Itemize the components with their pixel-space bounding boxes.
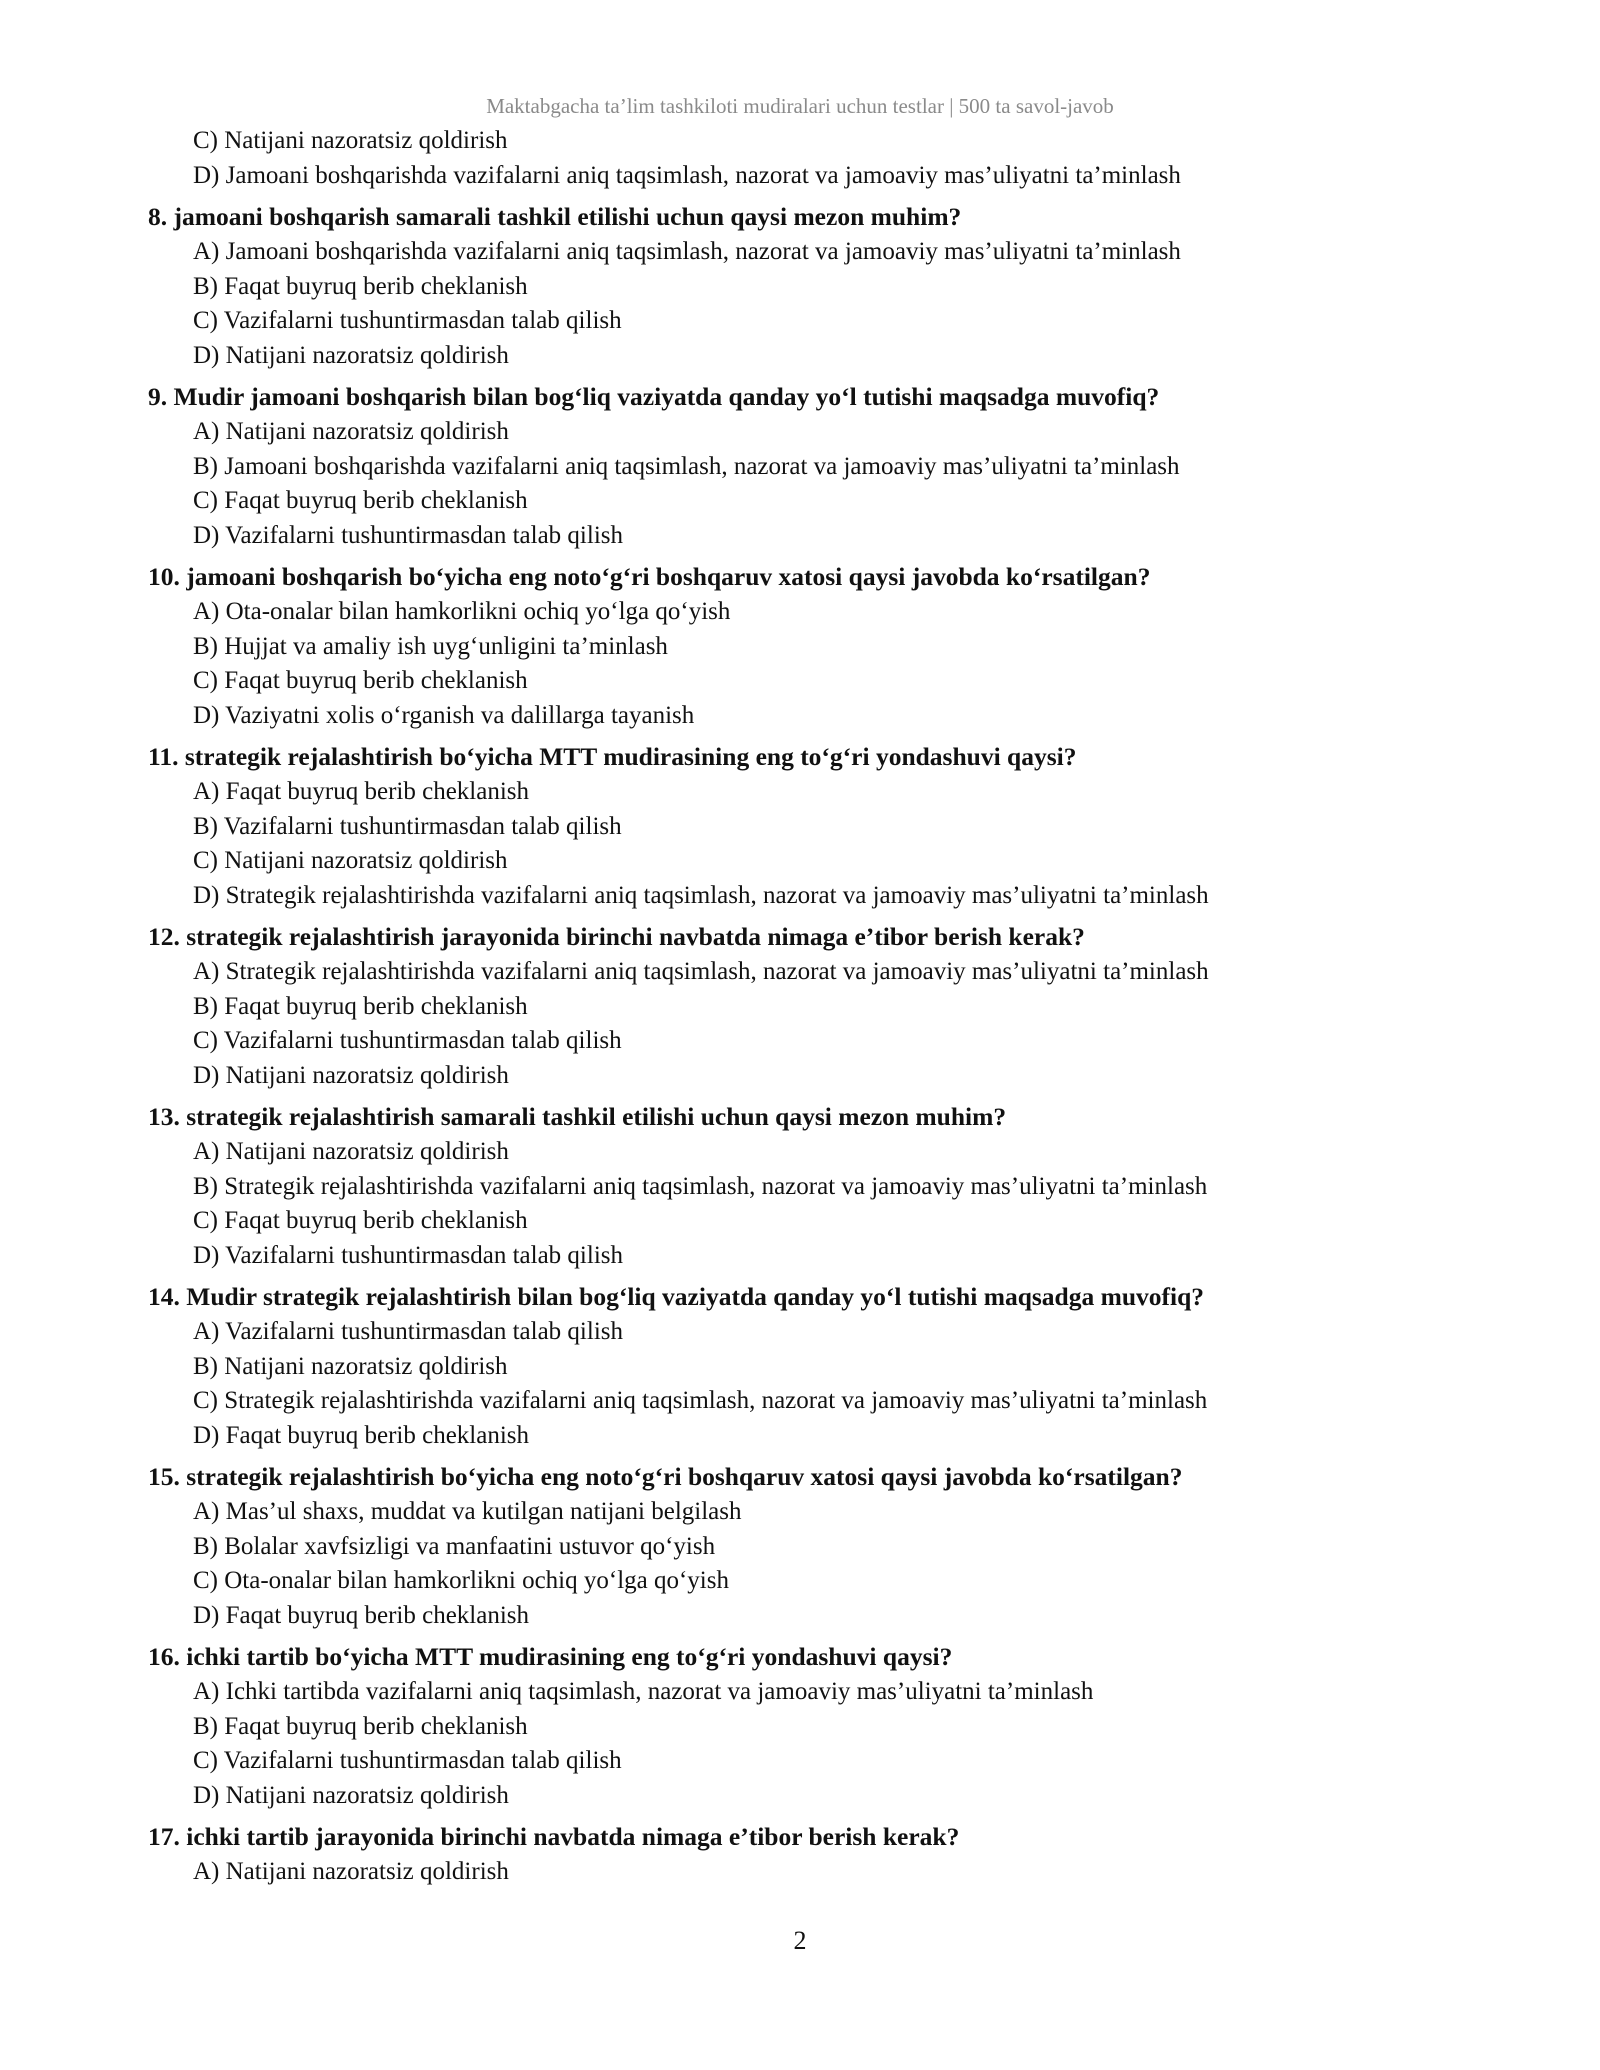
- answer-option: C) Ota-onalar bilan hamkorlikni ochiq yo‘lga qo‘yish: [193, 1567, 729, 1594]
- question-block: [148, 1279, 1468, 1453]
- answer-option: B) Strategik rejalashtirishda vazifalarni aniq taqsimlash, nazorat va jamoaviy mas’uliyatni ta’minlash: [193, 1172, 1208, 1200]
- answer-option: A) Ichki tartibda vazifalarni aniq taqsimlash, nazorat va jamoaviy mas’uliyatni ta’minlash: [193, 1678, 1094, 1705]
- question-text: 14. Mudir strategik rejalashtirish bilan bog‘liq vaziyatda qanday yo‘l tutishi maqsadga muvofiq?: [148, 1282, 1205, 1311]
- answer-option: D) Natijani nazoratsiz qoldirish: [193, 341, 509, 369]
- document-body: [148, 124, 1468, 1890]
- answer-option: D) Vaziyatni xolis o‘rganish va dalillarga tayanish: [193, 701, 695, 729]
- answer-option: A) Natijani nazoratsiz qoldirish: [193, 1138, 509, 1165]
- answer-option: B) Hujjat va amaliy ish uyg‘unligini ta’minlash: [193, 632, 668, 660]
- answer-option: A) Faqat buyruq berib cheklanish: [193, 778, 530, 805]
- answer-option: B) Faqat buyruq berib cheklanish: [193, 992, 528, 1020]
- answer-option: B) Faqat buyruq berib cheklanish: [193, 272, 528, 300]
- answer-option: B) Bolalar xavfsizligi va manfaatini ustuvor qo‘yish: [193, 1532, 716, 1560]
- answer-option: D) Faqat buyruq berib cheklanish: [193, 1421, 530, 1449]
- answer-option: A) Mas’ul shaxs, muddat va kutilgan natijani belgilash: [193, 1498, 742, 1525]
- answer-option: C) Faqat buyruq berib cheklanish: [193, 1207, 528, 1234]
- answer-option: D) Natijani nazoratsiz qoldirish: [193, 1781, 509, 1809]
- question-block: [148, 1819, 1468, 1890]
- answer-option: A) Jamoani boshqarishda vazifalarni aniq taqsimlash, nazorat va jamoaviy mas’uliyatni ta’minlash: [193, 238, 1181, 265]
- answer-option: B) Jamoani boshqarishda vazifalarni aniq taqsimlash, nazorat va jamoaviy mas’uliyatni ta’minlash: [193, 452, 1180, 480]
- answer-option: D) Strategik rejalashtirishda vazifalarni aniq taqsimlash, nazorat va jamoaviy mas’uliyatni ta’minlash: [193, 881, 1209, 909]
- answer-option: C) Vazifalarni tushuntirmasdan talab qilish: [193, 1027, 622, 1054]
- answer-option: A) Vazifalarni tushuntirmasdan talab qilish: [193, 1318, 623, 1345]
- question-text: 17. ichki tartib jarayonida birinchi navbatda nimaga e’tibor berish kerak?: [148, 1822, 960, 1851]
- question-text: 15. strategik rejalashtirish bo‘yicha eng noto‘g‘ri boshqaruv xatosi qaysi javobda ko‘rsatilgan?: [148, 1462, 1183, 1491]
- question-block: [148, 379, 1468, 553]
- question-list: [148, 199, 1468, 1890]
- question-block: [148, 1099, 1468, 1273]
- page-number: 2: [793, 1926, 807, 1955]
- question-text: 9. Mudir jamoani boshqarish bilan bog‘liq vaziyatda qanday yo‘l tutishi maqsadga muvofiq?: [148, 382, 1160, 411]
- answer-option: B) Faqat buyruq berib cheklanish: [193, 1712, 528, 1740]
- question-block: [148, 1639, 1468, 1813]
- answer-option: C) Faqat buyruq berib cheklanish: [193, 667, 528, 694]
- question-text: 16. ichki tartib bo‘yicha MTT mudirasining eng to‘g‘ri yondashuvi qaysi?: [148, 1642, 953, 1671]
- answer-option: C) Natijani nazoratsiz qoldirish: [193, 127, 508, 154]
- answer-option: B) Natijani nazoratsiz qoldirish: [193, 1352, 508, 1380]
- answer-option: A) Natijani nazoratsiz qoldirish: [193, 418, 509, 445]
- answer-option: C) Faqat buyruq berib cheklanish: [193, 487, 528, 514]
- answer-option: C) Vazifalarni tushuntirmasdan talab qilish: [193, 307, 622, 334]
- answer-option: D) Vazifalarni tushuntirmasdan talab qilish: [193, 1241, 623, 1269]
- answer-option: A) Strategik rejalashtirishda vazifalarni aniq taqsimlash, nazorat va jamoaviy mas’uliyatni ta’minlash: [193, 958, 1209, 985]
- question-text: 12. strategik rejalashtirish jarayonida birinchi navbatda nimaga e’tibor berish kerak?: [148, 922, 1085, 951]
- answer-option: C) Natijani nazoratsiz qoldirish: [193, 847, 508, 874]
- answer-option: B) Vazifalarni tushuntirmasdan talab qilish: [193, 812, 622, 840]
- question-text: 11. strategik rejalashtirish bo‘yicha MTT mudirasining eng to‘g‘ri yondashuvi qaysi?: [148, 742, 1077, 771]
- question-block: [148, 199, 1468, 373]
- answer-option: A) Ota-onalar bilan hamkorlikni ochiq yo‘lga qo‘yish: [193, 598, 731, 625]
- answer-option: D) Jamoani boshqarishda vazifalarni aniq taqsimlash, nazorat va jamoaviy mas’uliyatni ta’minlash: [193, 161, 1181, 189]
- answer-option: A) Natijani nazoratsiz qoldirish: [193, 1858, 509, 1885]
- question-block: [148, 739, 1468, 913]
- answer-option: D) Natijani nazoratsiz qoldirish: [193, 1061, 509, 1089]
- answer-option: C) Vazifalarni tushuntirmasdan talab qilish: [193, 1747, 622, 1774]
- answer-option: D) Faqat buyruq berib cheklanish: [193, 1601, 530, 1629]
- question-block: [148, 1459, 1468, 1633]
- continued-options: [148, 124, 1468, 193]
- answer-option: C) Strategik rejalashtirishda vazifalarni aniq taqsimlash, nazorat va jamoaviy mas’uliyatni ta’minlash: [193, 1387, 1208, 1414]
- running-header: Maktabgacha ta’lim tashkiloti mudiralari uchun testlar | 500 ta savol-javob: [486, 94, 1114, 118]
- question-text: 13. strategik rejalashtirish samarali tashkil etilishi uchun qaysi mezon muhim?: [148, 1102, 1007, 1131]
- question-text: 8. jamoani boshqarish samarali tashkil etilishi uchun qaysi mezon muhim?: [148, 202, 962, 231]
- answer-option: D) Vazifalarni tushuntirmasdan talab qilish: [193, 521, 623, 549]
- question-block: [148, 559, 1468, 733]
- question-text: 10. jamoani boshqarish bo‘yicha eng noto‘g‘ri boshqaruv xatosi qaysi javobda ko‘rsatilgan?: [148, 562, 1151, 591]
- question-block: [148, 919, 1468, 1093]
